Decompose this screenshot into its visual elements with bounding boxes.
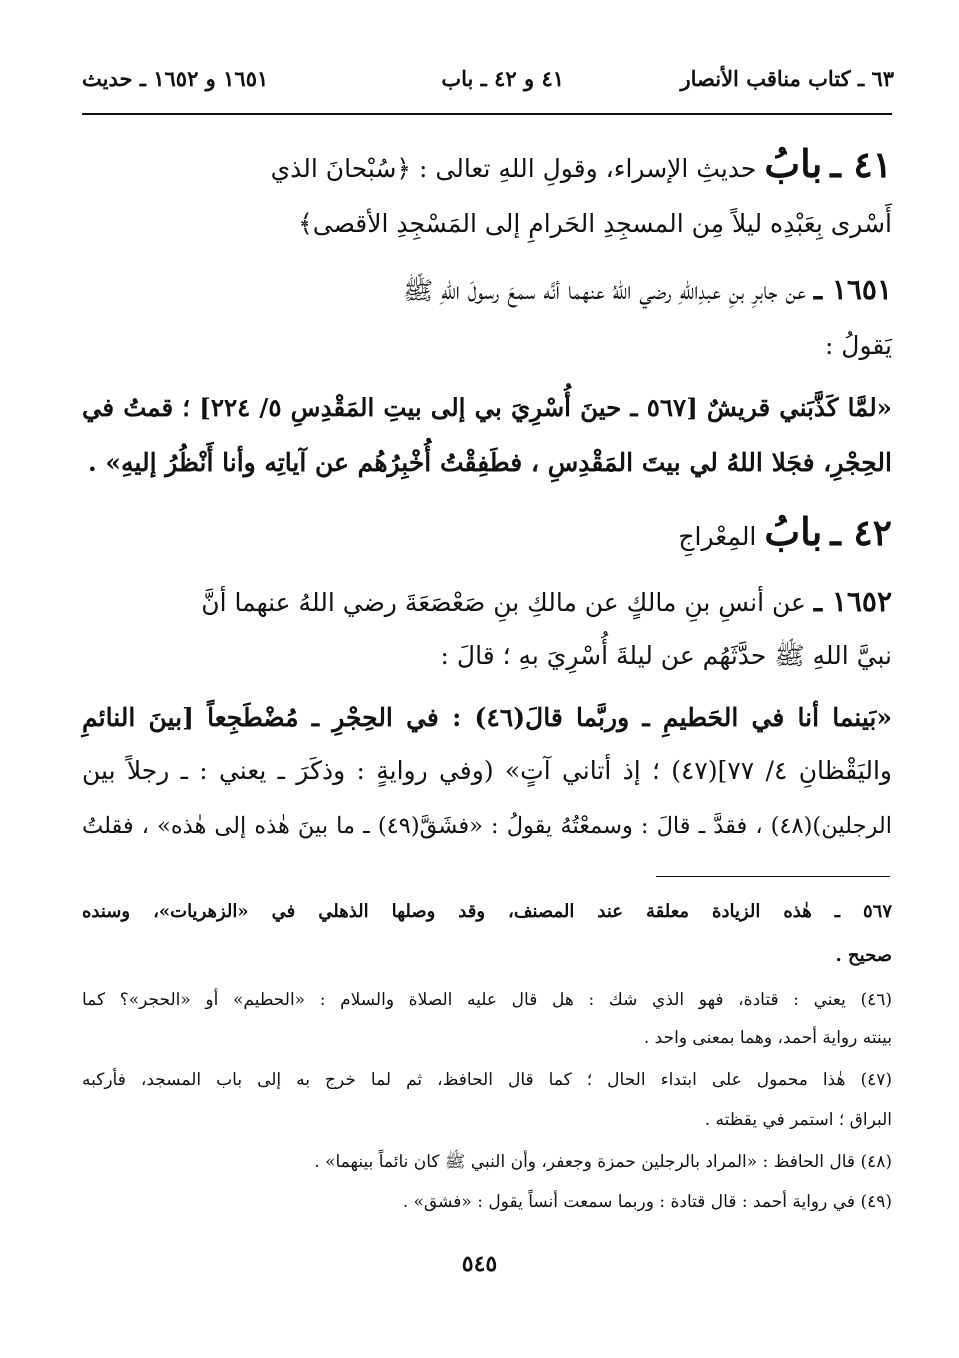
- footnote-rule: [656, 876, 890, 877]
- hadith-1651-line-1: [403, 272, 892, 309]
- chapter-41-number: ٤١ ـ: [830, 144, 892, 186]
- chapter-41-line-2: أَسْرى بِعَبْدِه ليلاً مِن المسجِدِ الحَرامِ إلى المَسْجِدِ الأقصى﴾: [298, 209, 892, 238]
- hadith-1652-line-2: نبيَّ اللهِ ﷺ حدَّثَهُم عن ليلةَ أُسْرِيَ بهِ ؛ قالَ :: [440, 641, 892, 670]
- footnote-48: (٤٨) قال الحافظ : «المراد بالرجلين حمزة وجعفر، وأن النبي ﷺ كان نائماً بينهما» .: [314, 1152, 892, 1172]
- hadith-1652-line-1: [201, 584, 892, 621]
- hadith-1652-text-line-1: «بَينما أنا في الحَطيمِ ـ وربَّما قالَ(٤٦) : في الحِجْرِ ـ مُضْطَجِعاً [بينَ النائمِ: [82, 703, 892, 732]
- chapter-42-bab: بابُ: [764, 509, 823, 554]
- hadith-1651-number: ١٦٥١ ـ: [813, 273, 892, 306]
- footnote-46-line-1: (٤٦) يعني : قتادة، فهو الذي شك : هل قال عليه الصلاة والسلام : «الحطيم» أو «الحجر»؟ كما: [82, 990, 892, 1010]
- chapter-42-number: ٤٢ ـ: [830, 512, 892, 554]
- hadith-1652-text-line-2: واليَقْظانِ ٤/ ٧٧](٤٧) ؛ إذ أتاني آتٍ» (وفي روايةٍ : وذكَرَ ـ يعني : ـ رجلاً بين: [82, 756, 893, 785]
- header-hadith-range: ١٦٥١ و ١٦٥٢ ـ حديث: [82, 66, 269, 91]
- hadith-1652-number: ١٦٥٢ ـ: [813, 585, 892, 618]
- page-number: ٥٤٥: [461, 1251, 498, 1277]
- chapter-42-title: المِعْراجِ: [678, 522, 757, 551]
- footnote-46-line-2: بينته رواية أحمد، وهما بمعنى واحد .: [643, 1028, 892, 1048]
- hadith-1652-isnad: عن أنسِ بنِ مالكٍ عن مالكِ بنِ صَعْصَعَةَ رضي اللهُ عنهما أنَّ: [201, 588, 806, 617]
- hadith-1652-text-line-3: الرجلين)(٤٨) ، فقدَّ ـ قالَ : وسمعْتُهُ يقولُ : «فشَقَّ(٤٩) ـ ما بينَ هٰذه إلى هٰذه» ، فقلتُ: [82, 813, 892, 839]
- footnote-47-line-2: البراق ؛ استمر في يقظته .: [704, 1110, 892, 1130]
- chapter-41-line-1: [270, 141, 892, 187]
- footnote-567-line-2: صحيح .: [835, 945, 892, 966]
- chapter-41-title: حديثِ الإسراء، وقولِ اللهِ تعالى : ﴿سُبْحانَ الذي: [270, 154, 757, 183]
- footnote-567-line-1: ٥٦٧ ـ هٰذه الزيادة معلقة عند المصنف، وقد وصلها الذهلي في «الزهريات»، وسنده: [82, 901, 892, 922]
- hadith-1651-text-line-1: «لمَّا كَذَّبَني قريشٌ [٥٦٧ ـ حينَ أُسْرِيَ بي إلى بيتِ المَقْدِسِ ٥/ ٢٢٤] ؛ قمتُ في: [82, 393, 892, 422]
- running-header: [82, 62, 894, 102]
- hadith-1651-isnad: عن جابرِ بنِ عبدِاللهِ رضي اللهُ عنهما أنَّه سمعَ رسولَ اللهِ ﷺ: [402, 276, 806, 305]
- chapter-42-line: [678, 509, 892, 555]
- footnote-49: (٤٩) في رواية أحمد : قال قتادة : وربما سمعت أنساً يقول : «فشق» .: [402, 1192, 892, 1212]
- hadith-1651-text-line-2: الحِجْرِ، فجَلا اللهُ لي بيتَ المَقْدِسِ ، فطَفِقْتُ أُخْبِرُهُم عن آياتِه وأنا أَنْظُرُ إليهِ» .: [87, 448, 892, 477]
- header-book-title: ٦٣ ـ كتاب مناقب الأنصار: [680, 66, 894, 91]
- hadith-1651-line-2: يَقولُ :: [824, 331, 892, 360]
- header-rule: [82, 113, 892, 115]
- chapter-41-bab: بابُ: [764, 141, 823, 186]
- footnote-47-line-1: (٤٧) هٰذا محمول على ابتداء الحال ؛ كما قال الحافظ، ثم لما خرج به إلى باب المسجد، فأركبه: [82, 1070, 892, 1090]
- header-chapters: ٤١ و ٤٢ ـ باب: [441, 66, 564, 91]
